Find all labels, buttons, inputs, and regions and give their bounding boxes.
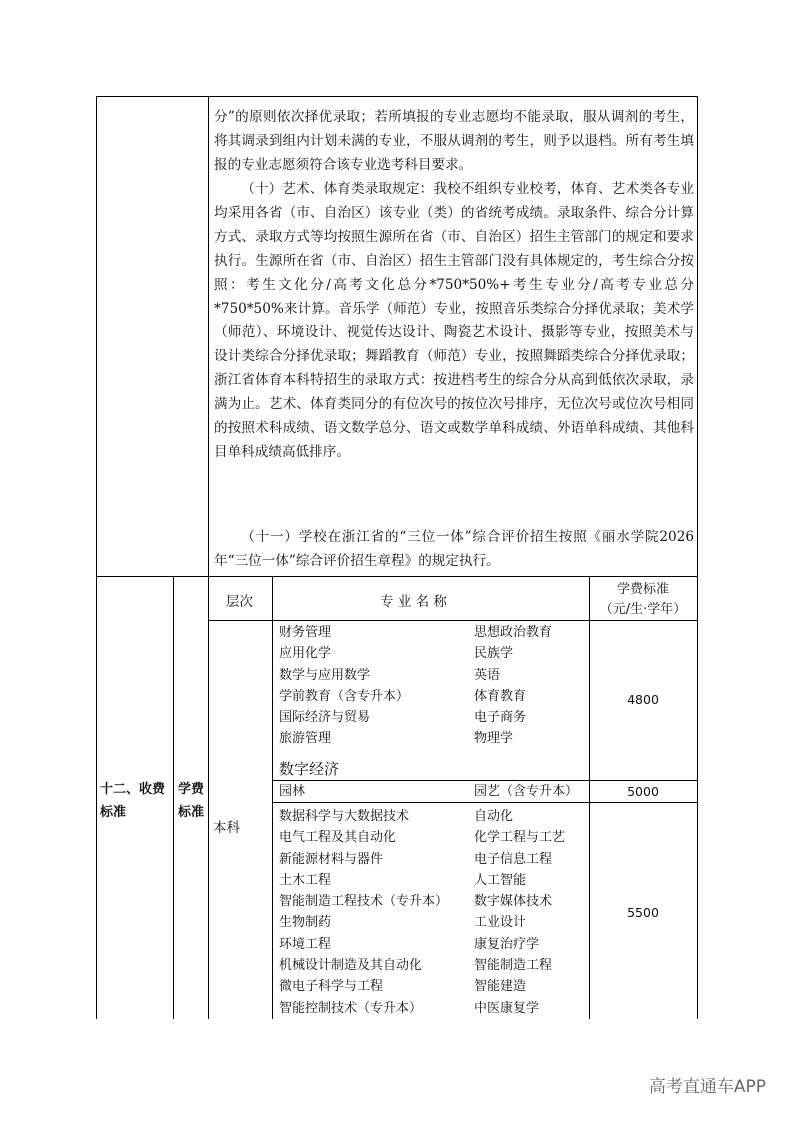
level-value: 本科 xyxy=(213,820,240,836)
group3-right-majors xyxy=(474,806,565,1019)
list-item: 电子商务 xyxy=(474,710,527,726)
group1-left-majors xyxy=(279,622,409,750)
group3-fee: 5500 xyxy=(627,905,659,920)
paragraph-1: 分”的原则依次择优录取；若所填报的专业志愿均不能录取，服从调剂的考生，将其调录到组内计划未满的专业，不服从调剂的考生，则予以退档。所有考生填报的专业志愿须符合该专业选考科目要求。 xyxy=(214,109,694,173)
list-item: 智能建造 xyxy=(474,979,527,995)
list-item: 财务管理 xyxy=(279,625,332,640)
list-item: 体育教育 xyxy=(474,688,527,704)
list-item: 园艺（含专升本） xyxy=(474,784,579,799)
group1-right-majors xyxy=(474,622,552,750)
category-label: 学费标准 xyxy=(178,782,205,820)
list-item: 数据科学与大数据技术 xyxy=(279,809,410,824)
list-item: 微电子科学与工程 xyxy=(279,979,384,995)
list-item: 自动化 xyxy=(474,809,514,824)
list-item: 智能控制技术（专升本） xyxy=(279,1000,423,1016)
list-item: 中医康复学 xyxy=(474,1000,540,1016)
list-item: 智能制造工程技术（专升本） xyxy=(279,894,449,910)
list-item: 思想政治教育 xyxy=(474,625,553,640)
group1-extra-major: 数字经济 xyxy=(279,760,340,778)
list-item: 数字媒体技术 xyxy=(474,894,553,910)
section-label: 十二、收费标准 xyxy=(100,782,166,820)
level-column-divider xyxy=(272,576,273,1019)
list-item: 土木工程 xyxy=(279,872,332,888)
list-item: 工业设计 xyxy=(474,915,527,931)
category-label-divider xyxy=(208,576,209,1019)
header-row-bottom-border xyxy=(209,620,697,621)
list-item: 康复治疗学 xyxy=(474,936,540,952)
table-right-border xyxy=(697,96,698,1019)
list-item: 民族学 xyxy=(474,646,514,662)
paragraph-2: （十）艺术、体育类录取规定：我校不组织专业校考，体育、艺术类各专业均采用各省（市、自治区）该专业（类）的省统考成绩。录取条件、综合分计算方式、录取方式等均按照生源所在省（市、自治区）招生主管部门的规定和要求执行。生源所在省（市、自治区）招生主管部门没有具体规定的，考生综合分按照：考生文化分/高考文化总分*750*50%+考生专业分/高考专业总分*750*50%来计算。音乐学（师范）专业，按照音乐类综合分择优录取；美术学（师范）、环境设计、视觉传达设计、陶瓷艺术设计、摄影等专业，按照美术与设计类综合分择优录取；舞蹈教育（师范）专业，按照舞蹈类综合分择优录取；浙江省体育本科特招生的录取方式：按进档考生的综合分从高到低依次录取，录满为止。艺术、体育类同分的有位次号的按位次号排序，无位次号或位次号相同的按照术科成绩、语文数学总分、语文或数学单科成绩、外语单科成绩、其他科目单科成绩高低排序。 xyxy=(214,181,694,460)
list-item: 旅游管理 xyxy=(279,731,332,747)
list-item: 智能制造工程 xyxy=(474,958,553,974)
list-item: 英语 xyxy=(474,667,501,683)
text-section-divider xyxy=(208,96,209,576)
list-item: 物理学 xyxy=(474,731,514,747)
list-item: 化学工程与工艺 xyxy=(474,830,566,846)
group2-fee: 5000 xyxy=(627,784,659,799)
group3-left-majors xyxy=(279,806,448,1019)
level-header: 层次 xyxy=(226,594,253,610)
group2-left-majors xyxy=(279,781,305,802)
list-item: 电气工程及其自动化 xyxy=(279,830,397,846)
fee-section-top-border xyxy=(97,576,697,577)
list-item: 学前教育（含专升本） xyxy=(279,688,410,704)
fee-header-line1: 学费标准 xyxy=(616,582,669,597)
list-item: 生物制药 xyxy=(279,915,332,931)
table-top-border xyxy=(97,96,697,97)
major-header: 专 业 名 称 xyxy=(380,594,447,610)
paragraph-3: （十一）学校在浙江省的“三位一体”综合评价招生按照《丽水学院2026年“三位一体”综合评价招生章程》的规定执行。 xyxy=(214,529,694,569)
table-left-border xyxy=(96,96,97,1019)
list-item: 国际经济与贸易 xyxy=(279,710,371,726)
watermark: 高考直通车APP xyxy=(648,1077,766,1097)
group1-fee: 4800 xyxy=(627,692,659,707)
list-item: 数学与应用数学 xyxy=(279,667,371,683)
list-item: 新能源材料与器件 xyxy=(279,851,384,867)
fee-header-line2: （元/生·学年） xyxy=(599,602,687,617)
list-item: 应用化学 xyxy=(279,646,332,662)
list-item: 环境工程 xyxy=(279,936,332,952)
section-label-divider xyxy=(173,576,174,1019)
list-item: 电子信息工程 xyxy=(474,851,553,867)
list-item: 机械设计制造及其自动化 xyxy=(279,958,423,974)
group2-right-majors xyxy=(474,781,578,802)
list-item: 人工智能 xyxy=(474,872,527,888)
list-item: 园林 xyxy=(279,784,306,799)
